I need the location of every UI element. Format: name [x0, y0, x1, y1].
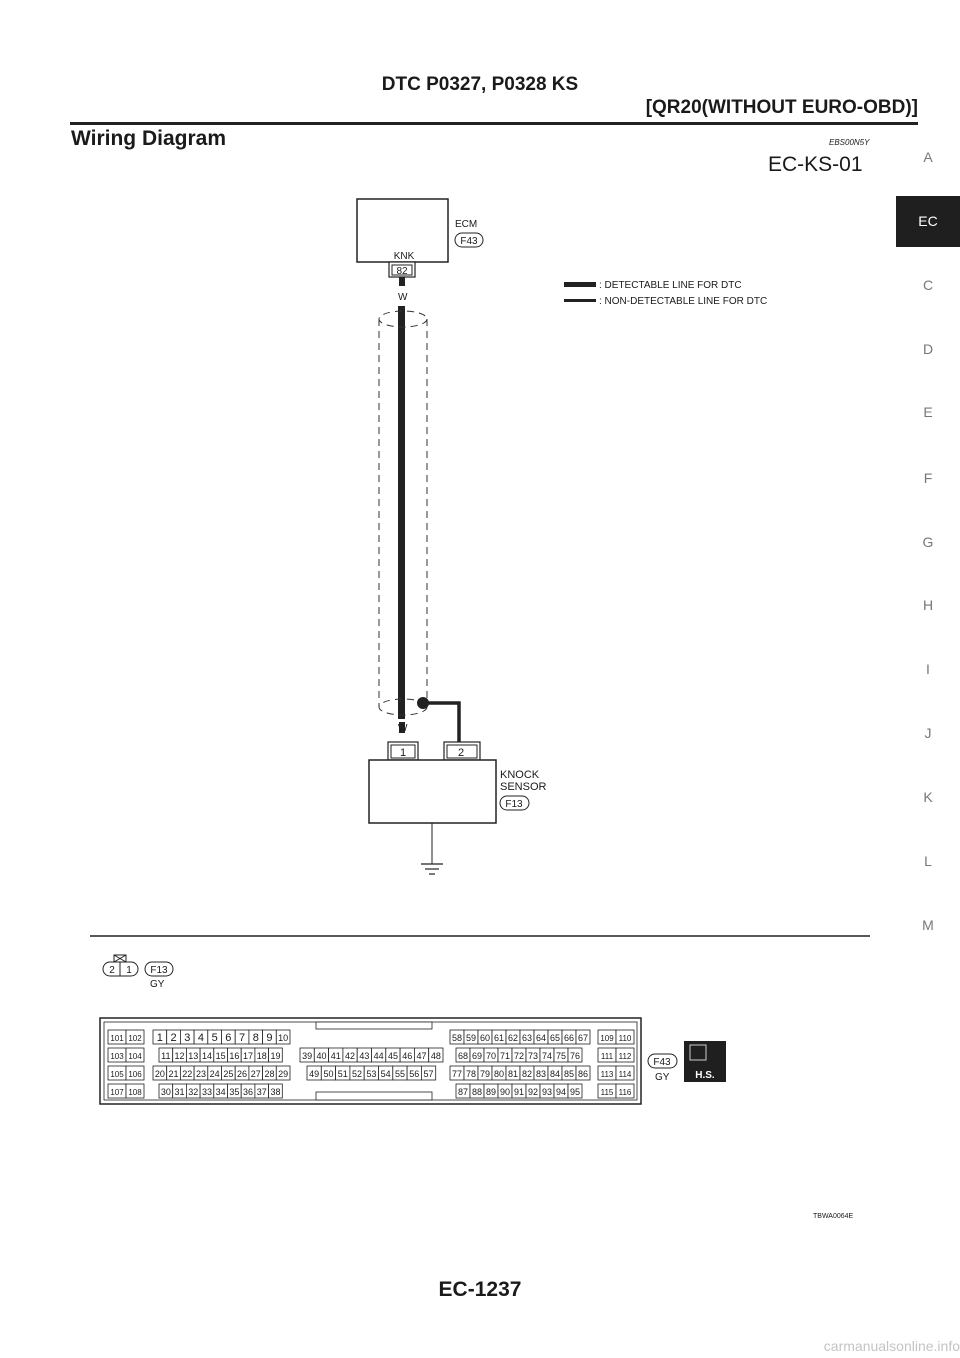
nav-item-e[interactable]: E — [923, 404, 933, 420]
f43-pin-19: 19 — [270, 1051, 281, 1061]
f43-pin-2: 2 — [170, 1032, 177, 1044]
f43-pin-84: 84 — [549, 1069, 561, 1079]
wire-color-top: W — [398, 292, 408, 303]
f43-pin-70: 70 — [485, 1051, 497, 1061]
f43-pin-86: 86 — [577, 1069, 589, 1079]
f43-pin-106: 106 — [128, 1070, 142, 1079]
f43-pin-78: 78 — [465, 1069, 477, 1079]
f13-pin-2: 2 — [109, 965, 115, 976]
f43-pin-41: 41 — [330, 1051, 341, 1061]
f43-pin-50: 50 — [323, 1069, 334, 1079]
f43-pin-10: 10 — [278, 1033, 289, 1043]
page-header-subtitle: [QR20(WITHOUT EURO-OBD)] — [645, 97, 918, 118]
f43-pin-49: 49 — [309, 1069, 320, 1079]
f43-pin-63: 63 — [521, 1033, 533, 1043]
f43-pin-29: 29 — [278, 1069, 289, 1079]
diagram-id: EC-KS-01 — [768, 153, 863, 176]
f43-pin-89: 89 — [485, 1087, 497, 1097]
f43-pin-5: 5 — [211, 1032, 218, 1044]
f43-pin-103: 103 — [110, 1052, 124, 1061]
f43-pin-102: 102 — [128, 1034, 142, 1043]
f43-pin-38: 38 — [270, 1087, 281, 1097]
f43-pin-31: 31 — [174, 1087, 185, 1097]
f43-pin-82: 82 — [521, 1069, 533, 1079]
f43-pin-8: 8 — [252, 1032, 259, 1044]
f43-pin-76: 76 — [569, 1051, 581, 1061]
f43-pin-24: 24 — [209, 1069, 220, 1079]
f43-pin-6: 6 — [225, 1032, 232, 1044]
shield-ground-wire — [423, 703, 459, 742]
f43-pin-59: 59 — [465, 1033, 477, 1043]
f43-pin-66: 66 — [563, 1033, 575, 1043]
f43-pin-22: 22 — [182, 1069, 193, 1079]
f43-pin-75: 75 — [555, 1051, 567, 1061]
f43-pin-16: 16 — [229, 1051, 240, 1061]
sensor-name-line2: SENSOR — [500, 781, 547, 793]
nav-item-m[interactable]: M — [922, 917, 934, 933]
f43-pin-81: 81 — [507, 1069, 519, 1079]
f43-pin-71: 71 — [499, 1051, 511, 1061]
f43-pin-51: 51 — [337, 1069, 348, 1079]
sensor-connector-id: F13 — [505, 799, 523, 810]
f43-pin-80: 80 — [493, 1069, 505, 1079]
nav-item-ec[interactable]: EC — [896, 196, 960, 247]
f43-pin-36: 36 — [243, 1087, 254, 1097]
f43-pin-54: 54 — [380, 1069, 391, 1079]
f43-pin-39: 39 — [302, 1051, 313, 1061]
f43-pin-33: 33 — [201, 1087, 212, 1097]
wire-color-bottom: W — [398, 723, 408, 734]
f43-pin-69: 69 — [471, 1051, 483, 1061]
f43-key-top — [316, 1022, 432, 1029]
f43-pin-45: 45 — [387, 1051, 398, 1061]
f43-pin-105: 105 — [110, 1070, 124, 1079]
f43-pin-43: 43 — [359, 1051, 370, 1061]
detectable-wire — [398, 306, 405, 719]
f43-pin-62: 62 — [507, 1033, 519, 1043]
hs-badge-label: H.S. — [695, 1070, 715, 1081]
f43-pin-113: 113 — [600, 1070, 614, 1079]
f43-pin-116: 116 — [618, 1088, 632, 1097]
f43-id: F43 — [653, 1057, 671, 1068]
watermark: carmanualsonline.info — [823, 1338, 960, 1354]
f43-pin-88: 88 — [471, 1087, 483, 1097]
f43-pin-67: 67 — [577, 1033, 589, 1043]
f43-pin-37: 37 — [256, 1087, 267, 1097]
f13-pin-1: 1 — [126, 965, 132, 976]
f43-pin-30: 30 — [160, 1087, 171, 1097]
f43-pin-95: 95 — [569, 1087, 581, 1097]
f43-pin-74: 74 — [541, 1051, 553, 1061]
f43-pin-109: 109 — [600, 1034, 614, 1043]
legend-non-detectable-label: : NON-DETECTABLE LINE FOR DTC — [599, 296, 768, 307]
sensor-pin-2-label: 2 — [457, 747, 465, 759]
f43-pin-110: 110 — [618, 1034, 632, 1043]
f43-pin-68: 68 — [457, 1051, 469, 1061]
ecm-label: ECM — [455, 219, 478, 230]
f43-pin-79: 79 — [479, 1069, 491, 1079]
f43-pin-15: 15 — [215, 1051, 226, 1061]
f43-pin-72: 72 — [513, 1051, 525, 1061]
f13-connector-view — [103, 955, 173, 990]
f43-connector-face — [100, 1018, 726, 1104]
nav-item-j[interactable]: J — [924, 725, 932, 741]
f43-pin-65: 65 — [549, 1033, 561, 1043]
f43-pin-25: 25 — [223, 1069, 234, 1079]
f43-pin-111: 111 — [600, 1052, 614, 1061]
nav-item-c[interactable]: C — [922, 277, 934, 293]
nav-item-l[interactable]: L — [924, 853, 932, 869]
f43-pin-11: 11 — [161, 1051, 171, 1061]
f43-pin-35: 35 — [229, 1087, 240, 1097]
f43-pin-87: 87 — [457, 1087, 469, 1097]
f43-pin-48: 48 — [430, 1051, 441, 1061]
f13-color: GY — [150, 979, 165, 990]
nav-item-f[interactable]: F — [923, 470, 933, 486]
f43-pin-42: 42 — [345, 1051, 356, 1061]
f43-pin-108: 108 — [128, 1088, 142, 1097]
f43-pin-115: 115 — [600, 1088, 614, 1097]
f43-pin-26: 26 — [237, 1069, 248, 1079]
f43-pin-13: 13 — [188, 1051, 199, 1061]
nav-item-g[interactable]: G — [922, 534, 934, 550]
f43-pin-17: 17 — [243, 1051, 254, 1061]
f43-pin-92: 92 — [527, 1087, 539, 1097]
f43-pin-46: 46 — [402, 1051, 413, 1061]
f43-pin-57: 57 — [423, 1069, 434, 1079]
section-title: Wiring Diagram — [71, 127, 226, 150]
legend-detectable-swatch — [564, 282, 596, 287]
f43-pin-60: 60 — [479, 1033, 491, 1043]
sensor-name-line1: KNOCK — [500, 769, 540, 781]
f43-pin-40: 40 — [316, 1051, 327, 1061]
f43-pin-85: 85 — [563, 1069, 575, 1079]
f43-pin-9: 9 — [266, 1032, 273, 1044]
nav-item-a[interactable]: A — [923, 149, 933, 165]
ecm-terminal-number: 82 — [396, 266, 408, 277]
page-number: EC-1237 — [438, 1278, 522, 1301]
f43-pin-14: 14 — [201, 1051, 212, 1061]
f43-pin-20: 20 — [154, 1069, 165, 1079]
f43-pin-52: 52 — [352, 1069, 363, 1079]
legend-detectable-label: : DETECTABLE LINE FOR DTC — [599, 280, 742, 291]
f43-pin-18: 18 — [256, 1051, 267, 1061]
section-code: EBS00N5Y — [829, 138, 870, 147]
f43-pin-94: 94 — [555, 1087, 567, 1097]
f43-pin-12: 12 — [174, 1051, 185, 1061]
f43-pin-56: 56 — [409, 1069, 420, 1079]
f43-pin-47: 47 — [416, 1051, 427, 1061]
f43-pin-55: 55 — [394, 1069, 405, 1079]
f43-pin-101: 101 — [110, 1034, 124, 1043]
f43-pin-32: 32 — [188, 1087, 199, 1097]
f43-pin-1: 1 — [156, 1032, 163, 1044]
nav-item-i[interactable]: I — [926, 661, 930, 677]
f43-pin-28: 28 — [264, 1069, 275, 1079]
f43-pin-7: 7 — [238, 1032, 246, 1044]
f43-key-bottom — [316, 1092, 432, 1100]
f13-id: F13 — [150, 965, 168, 976]
f43-pin-61: 61 — [493, 1033, 505, 1043]
nav-item-k[interactable]: K — [923, 789, 933, 805]
page-header-title: DTC P0327, P0328 KS — [381, 74, 579, 95]
f43-pin-107: 107 — [110, 1088, 124, 1097]
f43-pin-64: 64 — [535, 1033, 547, 1043]
sensor-pin-1-label: 1 — [399, 747, 407, 759]
legend-non-detectable-swatch — [564, 299, 596, 302]
ecm-connector-id: F43 — [460, 236, 478, 247]
f43-pin-21: 21 — [168, 1069, 179, 1079]
f43-color: GY — [655, 1072, 670, 1083]
f43-pin-44: 44 — [373, 1051, 384, 1061]
wire-stub-top — [399, 277, 405, 286]
figure-code: TBWA0064E — [813, 1213, 854, 1220]
knock-sensor-box — [369, 760, 496, 823]
ecm-terminal-name: KNK — [393, 251, 415, 262]
f43-pin-112: 112 — [618, 1052, 632, 1061]
f43-pin-4: 4 — [197, 1032, 205, 1044]
f43-pin-58: 58 — [451, 1033, 463, 1043]
f43-pin-23: 23 — [195, 1069, 206, 1079]
f43-pin-90: 90 — [499, 1087, 511, 1097]
f43-pin-91: 91 — [513, 1087, 525, 1097]
nav-item-d[interactable]: D — [922, 341, 934, 357]
f43-pin-77: 77 — [451, 1069, 463, 1079]
f43-pin-27: 27 — [250, 1069, 261, 1079]
f43-pin-93: 93 — [541, 1087, 553, 1097]
f43-pin-104: 104 — [128, 1052, 142, 1061]
nav-item-h[interactable]: H — [922, 597, 934, 613]
f43-pin-73: 73 — [527, 1051, 539, 1061]
f43-pin-34: 34 — [215, 1087, 226, 1097]
f43-pin-3: 3 — [184, 1032, 191, 1044]
f43-pin-83: 83 — [535, 1069, 547, 1079]
f43-pin-114: 114 — [618, 1070, 632, 1079]
f43-pin-53: 53 — [366, 1069, 377, 1079]
